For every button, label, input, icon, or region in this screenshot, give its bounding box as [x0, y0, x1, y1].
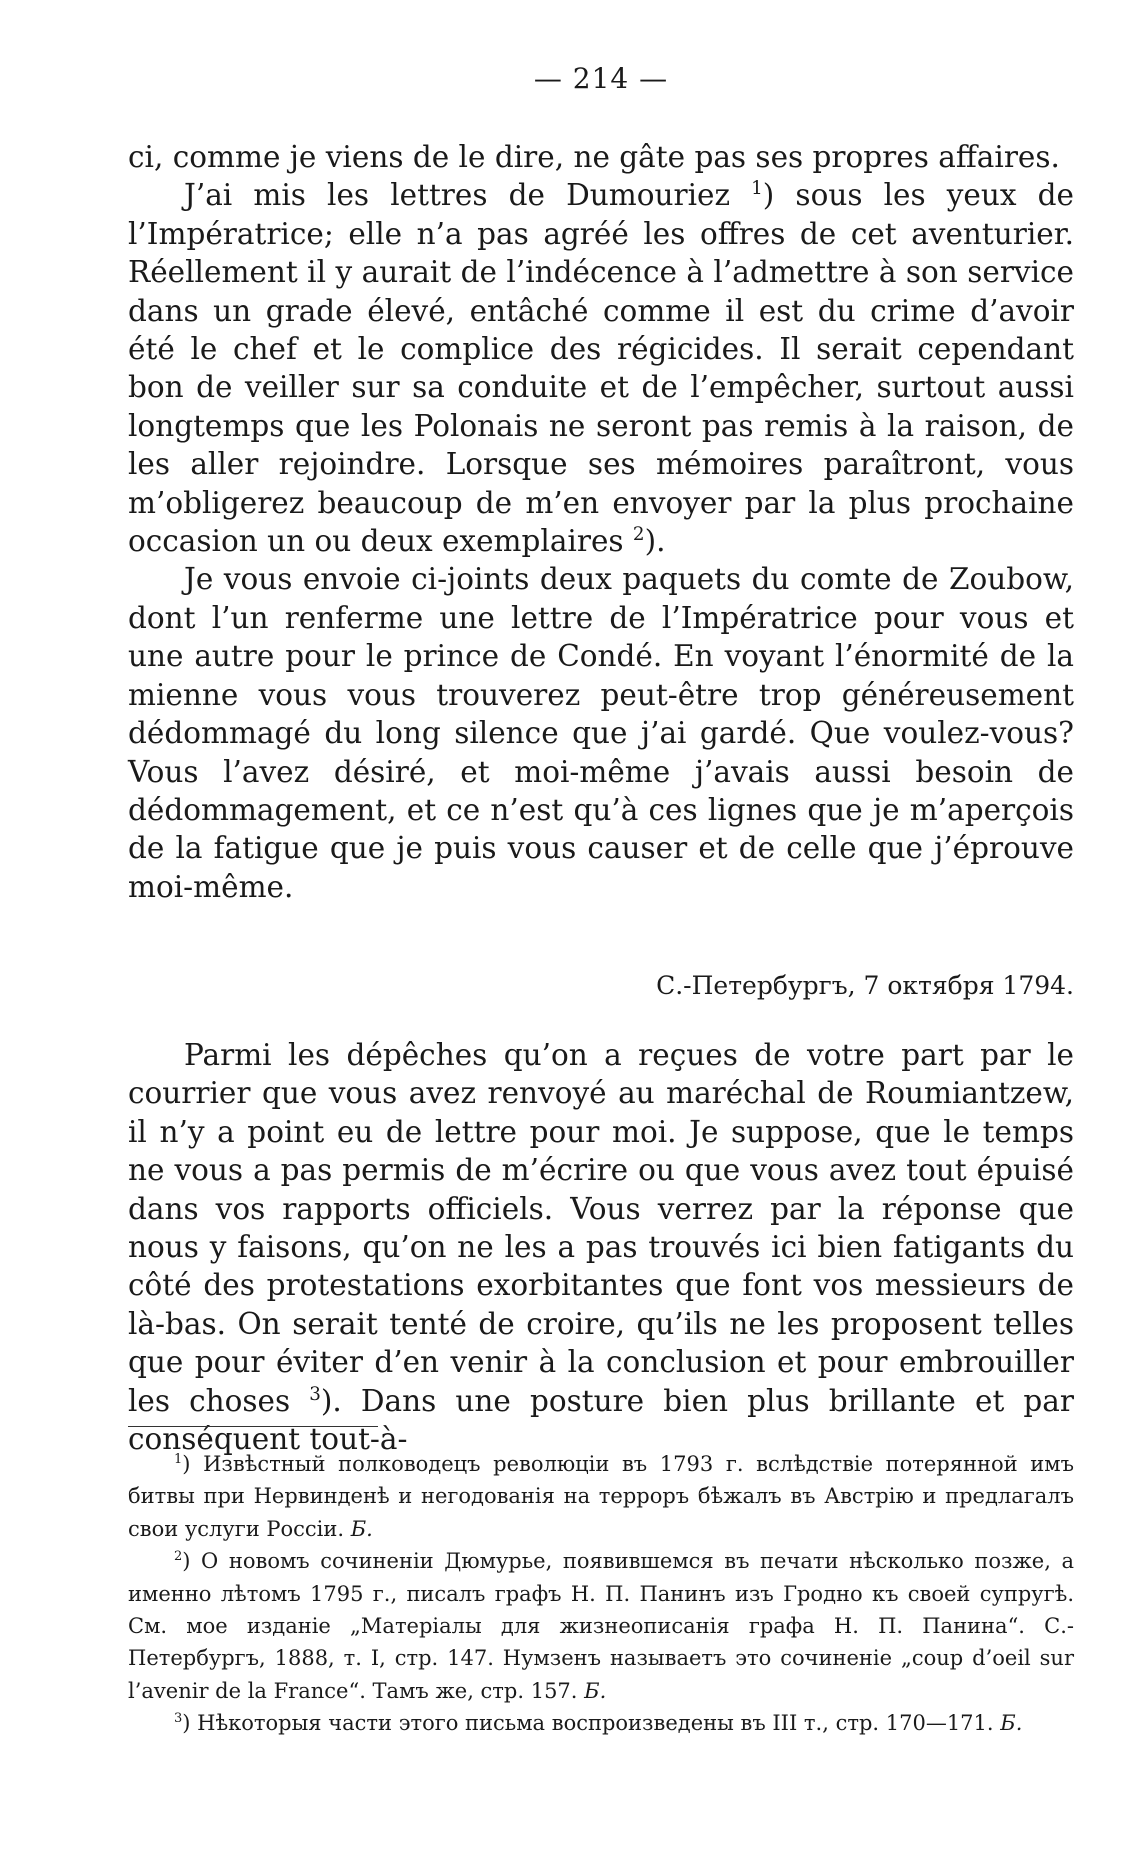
- footnote-3: [128, 1707, 1074, 1739]
- footnote-text: ) Нѣкоторыя части этого письма воспроизведены въ III т., стр. 170—171.: [182, 1711, 1001, 1736]
- footnote-divider: [128, 1426, 378, 1427]
- paragraph-zoubow: Je vous envoie ci-joints deux paquets du comte de Zoubow, dont l’un renferme une lettre de l’Impératrice pour vous et une autre pour le prince de Condé. En voyant l’énormité de la mienne vous vous trouverez peut-être trop généreusement dédommagé du long silence que j’ai gardé. Que voulez-vous? Vous l’avez désiré, et moi-même j’avais aussi besoin de dédommagement, et ce n’est qu’à ces lignes que je m’aperçois de la fatigue que je puis vous causer et de celle que j’éprouve moi-même.: [128, 562, 1074, 904]
- paragraph-depeches: [128, 1036, 1074, 1458]
- footnote-ref-2[interactable]: 2: [632, 524, 645, 546]
- second-letter-body: [128, 1036, 1074, 1458]
- footnote-mark: 3: [174, 1711, 183, 1727]
- page-number: — 214 —: [533, 62, 669, 95]
- footnote-ref-1[interactable]: 1: [751, 178, 763, 200]
- footnote-text: ) О новомъ сочиненіи Дюмурье, появившемся въ печати нѣсколько позже, а именно лѣтомъ 1795 г., писалъ графъ Н. П. Панинъ изъ Гродно къ своей супругѣ. См. мое изданіе „Матеріалы для жизнеописанія графа Н. П. Панина“. С.-Петербургъ, 1888, т. I, стр. 147. Нумзенъ называетъ это сочиненіе „coup d’oeil sur l’avenir de la France“. Тамъ же, стр. 157.: [128, 1549, 1074, 1703]
- letter-dateline: С.-Петербургъ, 7 октября 1794.: [656, 971, 1074, 1000]
- paragraph-continuation: ci, comme je viens de le dire, ne gâte pas ses propres affaires.: [128, 140, 1060, 174]
- footnotes: [128, 1448, 1074, 1740]
- paragraph-text: ) sous les yeux de l’Impératrice; elle n’a pas agréé les offres de cet aventurier. Réellement il y aurait de l’indécence à l’admettre à son service dans un grade élevé, entâché comme il est du crime d’avoir été le chef et le complice des régicides. Il serait cependant bon de veiller sur sa conduite et de l’empêcher, surtout aussi longtemps que les Polonais ne seront pas remis à la raison, de les aller rejoindre. Lorsque ses mémoires paraîtront, vous m’obligerez beaucoup de m’en envoyer par la plus prochaine occasion un ou deux exemplaires: [128, 178, 1074, 559]
- paragraph-text: Parmi les dépêches qu’on a reçues de votre part par le courrier que vous avez renvoyé au maréchal de Roumiantzew, il n’y a point eu de lettre pour moi. Je suppose, que le temps ne vous a pas permis de m’écrire ou que vous avez tout épuisé dans vos rapports officiels. Vous verrez par la réponse que nous y faisons, qu’on ne les a pas trouvés ici bien fatigants du côté des protestations exorbitantes que font vos messieurs de là-bas. On serait tenté de croire, qu’ils ne les proposent telles que pour éviter d’en venir à la conclusion et pour embrouiller les choses: [128, 1038, 1074, 1418]
- footnote-signature: Б.: [1000, 1711, 1023, 1736]
- footnote-1: [128, 1448, 1074, 1545]
- paragraph-text: J’ai mis les lettres de Dumouriez: [184, 178, 752, 213]
- footnote-signature: Б.: [584, 1678, 607, 1703]
- footnote-ref-3[interactable]: 3: [309, 1383, 321, 1405]
- footnote-signature: Б.: [350, 1516, 373, 1541]
- paragraph-text: ).: [644, 524, 666, 559]
- footnote-2: [128, 1545, 1074, 1707]
- footnote-text: ) Извѣстный полководецъ революціи въ 1793 г. вслѣдствіе потерянной имъ битвы при Нервинденѣ и негодованія на терроръ бѣжалъ въ Австрію и предлагалъ свои услуги Россіи.: [128, 1452, 1074, 1541]
- paragraph-text: ). Dans une posture bien plus brillante et par conséquent tout-à-: [128, 1383, 1074, 1457]
- footnote-mark: 2: [174, 1549, 183, 1565]
- letter-body: [128, 138, 1074, 906]
- paragraph-dumouriez: [128, 176, 1074, 560]
- footnote-mark: 1: [174, 1452, 183, 1467]
